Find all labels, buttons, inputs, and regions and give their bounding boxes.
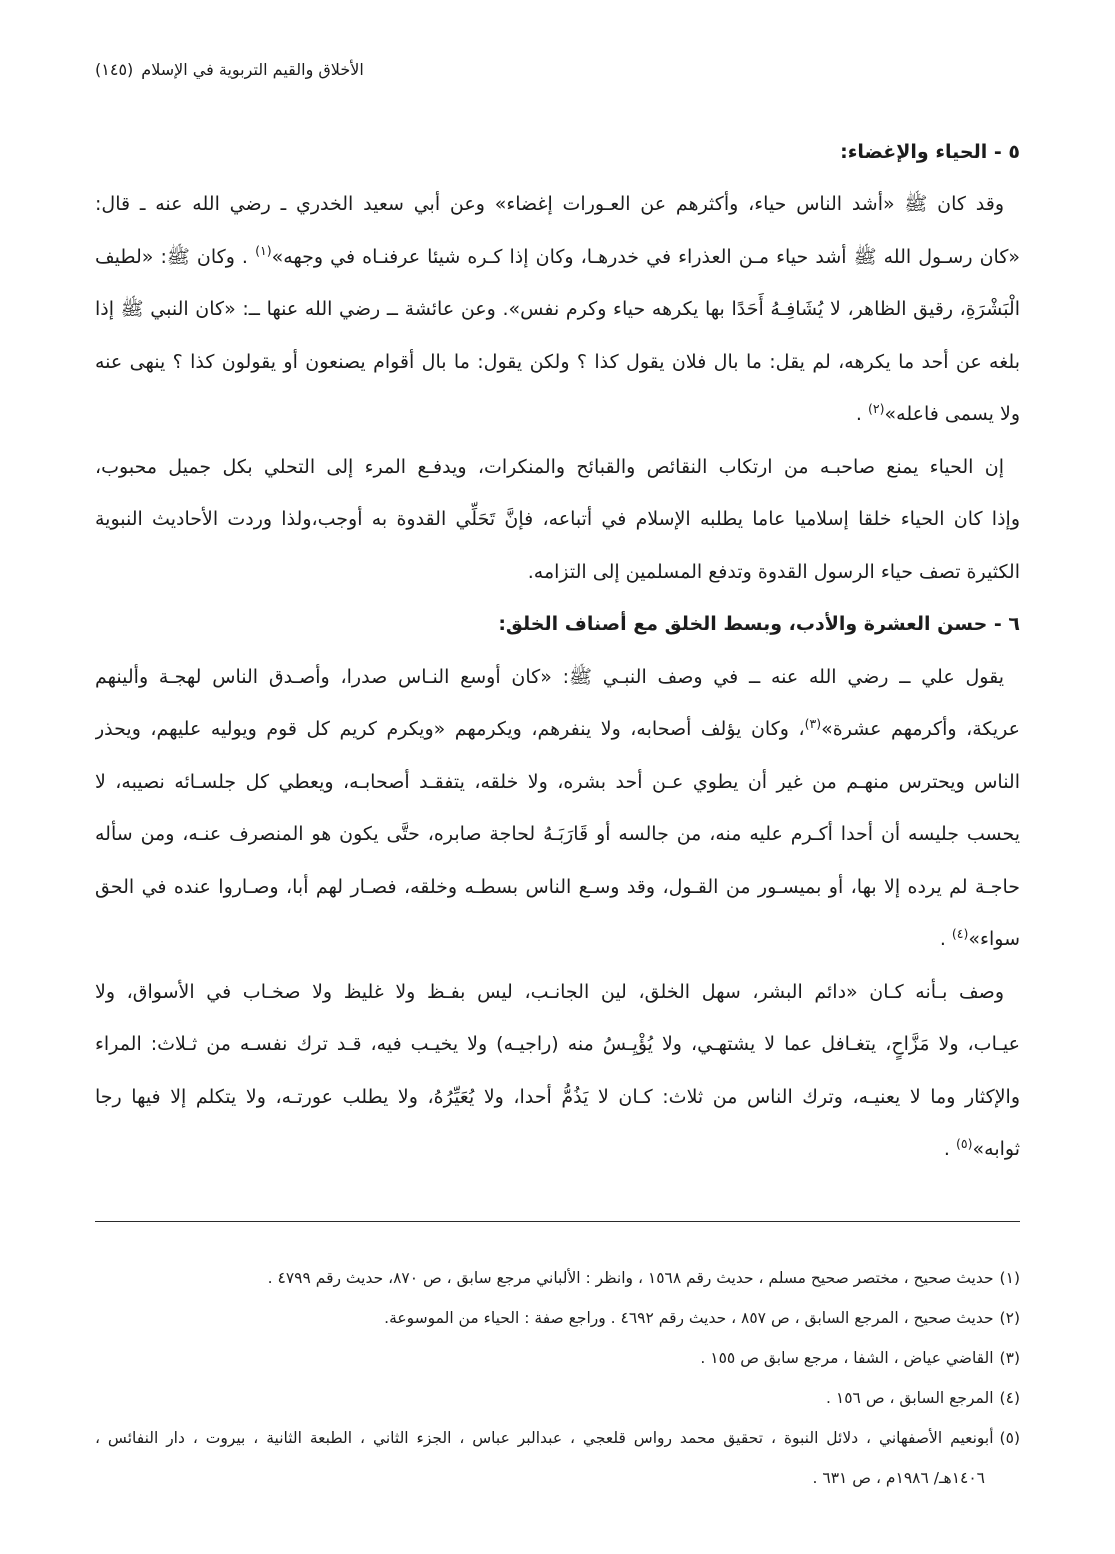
footnote-number: (٤): [999, 1389, 1020, 1407]
paragraph-line: [95, 1123, 1020, 1176]
footnote-separator: [95, 1221, 1020, 1222]
paragraph-line: [95, 756, 1020, 809]
line-text: ثوابه»: [972, 1138, 1020, 1161]
line-text: .: [855, 403, 869, 426]
line-text: إن الحياء يمنع صاحبـه من ارتكاب النقائص والقبائح والمنكرات، ويدفـع المرء إلى التحلي بكل جميل محبوب،: [95, 455, 1004, 478]
paragraph-line: [95, 546, 1020, 599]
line-text: «كان رسـول الله ﷺ أشد حياء مـن العذراء في خدرهـا، وكان إذا كـره شيئا عرفنـاه في وجهه»: [271, 245, 1020, 268]
footnote-text: أبونعيم الأصفهاني ، دلائل النبوة ، تحقيق محمد رواس قلعجي ، عبدالبر عباس ، الجزء الثاني ، الطبعة الثانية ، بيروت ، دار النفائس ،: [95, 1429, 994, 1447]
paragraph-line: [95, 861, 1020, 914]
footnote-ref: (٢): [868, 400, 885, 416]
line-text: عريكة، وأكرمهم عشرة»: [821, 718, 1020, 741]
footnote-number: (٣): [999, 1349, 1020, 1367]
line-text: . وكان ﷺ: «لطيف: [95, 245, 256, 268]
line-text: الكثيرة تصف حياء الرسول القدوة وتدفع المسلمين إلى التزامه.: [527, 560, 1020, 583]
footnote-ref: (١): [255, 243, 272, 259]
section-heading: ٥ - الحياء والإغضاء:: [840, 140, 1020, 163]
footnote-text: حديث صحيح ، مختصر صحيح مسلم ، حديث رقم ١٥٦٨ ، وانظر : الألباني مرجع سابق ، ص ٨٧٠، حديث رقم ٤٧٩٩ .: [267, 1269, 994, 1287]
main-text: [95, 126, 1020, 1176]
footnote-continuation: [95, 1458, 1020, 1498]
line-text: حاجـة لم يرده إلا بها، أو بميسـور من القـول، وقد وسـع الناس بسطـه وخلقه، فصـار لهم أبا، وصـاروا عنده في الحق: [95, 875, 1020, 898]
paragraph-line: [95, 336, 1020, 389]
footnote: [95, 1418, 1020, 1458]
paragraph: [95, 966, 1020, 1176]
footnote: [95, 1298, 1020, 1338]
footnote-ref: (٥): [956, 1135, 973, 1151]
footnote-number: (١): [999, 1269, 1020, 1287]
page-header: [95, 56, 364, 84]
paragraph-line: [95, 178, 1020, 231]
footnote-text: المرجع السابق ، ص ١٥٦ .: [826, 1389, 994, 1407]
footnotes: [95, 1258, 1020, 1498]
paragraph-line: [95, 1018, 1020, 1071]
line-text: .: [943, 1138, 956, 1161]
paragraph: [95, 651, 1020, 966]
line-text: يحسب جليسه أن أحدا أكـرم عليه منه، من جالسه أو قَارَبَـهُ لحاجة صابره، حتَّى يكون هو المنصرف عنـه، ومن سأله: [95, 823, 1020, 846]
line-text: وقد كان ﷺ «أشد الناس حياء، وأكثرهم عن العـورات إغضاء» وعن أبي سعيد الخدري ـ رضي الله عنه ـ قال:: [95, 193, 1004, 216]
paragraph-line: [95, 283, 1020, 336]
footnote: [95, 1258, 1020, 1298]
page-number: (١٤٥): [95, 60, 134, 79]
running-title: الأخلاق والقيم التربوية في الإسلام: [141, 60, 364, 79]
line-text: الناس ويحترس منهـم من غير أن يطوي عـن أحد بشره، ولا خلقه، يتفقـد أصحابـه، ويعطي كل جلسـائه نصيبه، لا: [95, 770, 1020, 793]
line-text: يقول علي ــ رضي الله عنه ــ في وصف النبـي ﷺ: «كان أوسع النـاس صدرا، وأصـدق الناس لهجـة وألينهم: [95, 665, 1004, 688]
paragraph-line: [95, 808, 1020, 861]
paragraph-line: [95, 1071, 1020, 1124]
footnote: [95, 1338, 1020, 1378]
footnote-text: ١٤٠٦هـ/ ١٩٨٦م ، ص ٦٣١ .: [812, 1469, 985, 1487]
footnote-text: حديث صحيح ، المرجع السابق ، ص ٨٥٧ ، حديث رقم ٤٦٩٢ . وراجع صفة : الحياء من الموسوعة.: [384, 1309, 994, 1327]
paragraph-line: [95, 703, 1020, 756]
line-text: وصف بـأنه كـان «دائم البشر، سهل الخلق، لين الجانـب، ليس بفـظ ولا غليظ ولا صخـاب في الأسواق، ولا: [95, 980, 1004, 1003]
paragraph: [95, 441, 1020, 599]
line-text: وإذا كان الحياء خلقا إسلاميا عاما يطلبه الإسلام في أتباعه، فإنَّ تَحَلِّي القدوة به أوجب،ولذا وردت الأحاديث النبوية: [95, 508, 1020, 531]
line-text: .: [939, 928, 952, 951]
paragraph-line: [95, 913, 1020, 966]
footnote-ref: (٣): [804, 715, 822, 731]
line-text: ، وكان يؤلف أصحابه، ولا ينفرهم، ويكرمهم «ويكرم كريم كل قوم ويوليه عليهم، ويحذر: [95, 718, 805, 741]
footnote-text: القاضي عياض ، الشفا ، مرجع سابق ص ١٥٥ .: [700, 1349, 994, 1367]
footnote: [95, 1378, 1020, 1418]
footnote-number: (٢): [999, 1309, 1020, 1327]
line-text: والإكثار وما لا يعنيـه، وترك الناس من ثلاث: كـان لا يَذُمُّ أحدا، ولا يُعَيِّرُهُ، ولا يطلب عورتـه، ولا يتكلم إلا فيها رجا: [95, 1085, 1020, 1108]
line-text: سواء»: [968, 928, 1020, 951]
paragraph-line: [95, 231, 1020, 284]
paragraph-line: [95, 493, 1020, 546]
paragraph-line: [95, 966, 1020, 1019]
paragraph: [95, 178, 1020, 441]
paragraph-line: [95, 441, 1020, 494]
line-text: ولا يسمى فاعله»: [884, 403, 1020, 426]
paragraph-line: [95, 651, 1020, 704]
paragraph-line: [95, 388, 1020, 441]
line-text: بلغه عن أحد ما يكرهه، لم يقل: ما بال فلان يقول كذا ؟ ولكن يقول: ما بال أقوام يصنعون أو يقولون كذا ؟ ينهى عنه: [95, 350, 1020, 373]
line-text: الْبَشْرَةِ، رقيق الظاهر، لا يُشَافِـهُ أَحَدًا بها يكرهه حياء وكرم نفس». وعن عائشة ــ رضي الله عنها ــ: «كان النبي ﷺ إذا: [95, 298, 1020, 321]
footnote-number: (٥): [999, 1429, 1020, 1447]
footnote-ref: (٤): [951, 925, 969, 941]
section-heading: ٦ - حسن العشرة والأدب، وبسط الخلق مع أصناف الخلق:: [498, 613, 1020, 636]
line-text: عيـاب، ولا مَزَّاحٍ، يتغـافل عما لا يشتهـي، ولا يُؤْيِـسُ منه (راجيـه) ولا يخيـب فيه، قـد ترك نفسـه من ثـلاث: المراء: [95, 1033, 1020, 1056]
